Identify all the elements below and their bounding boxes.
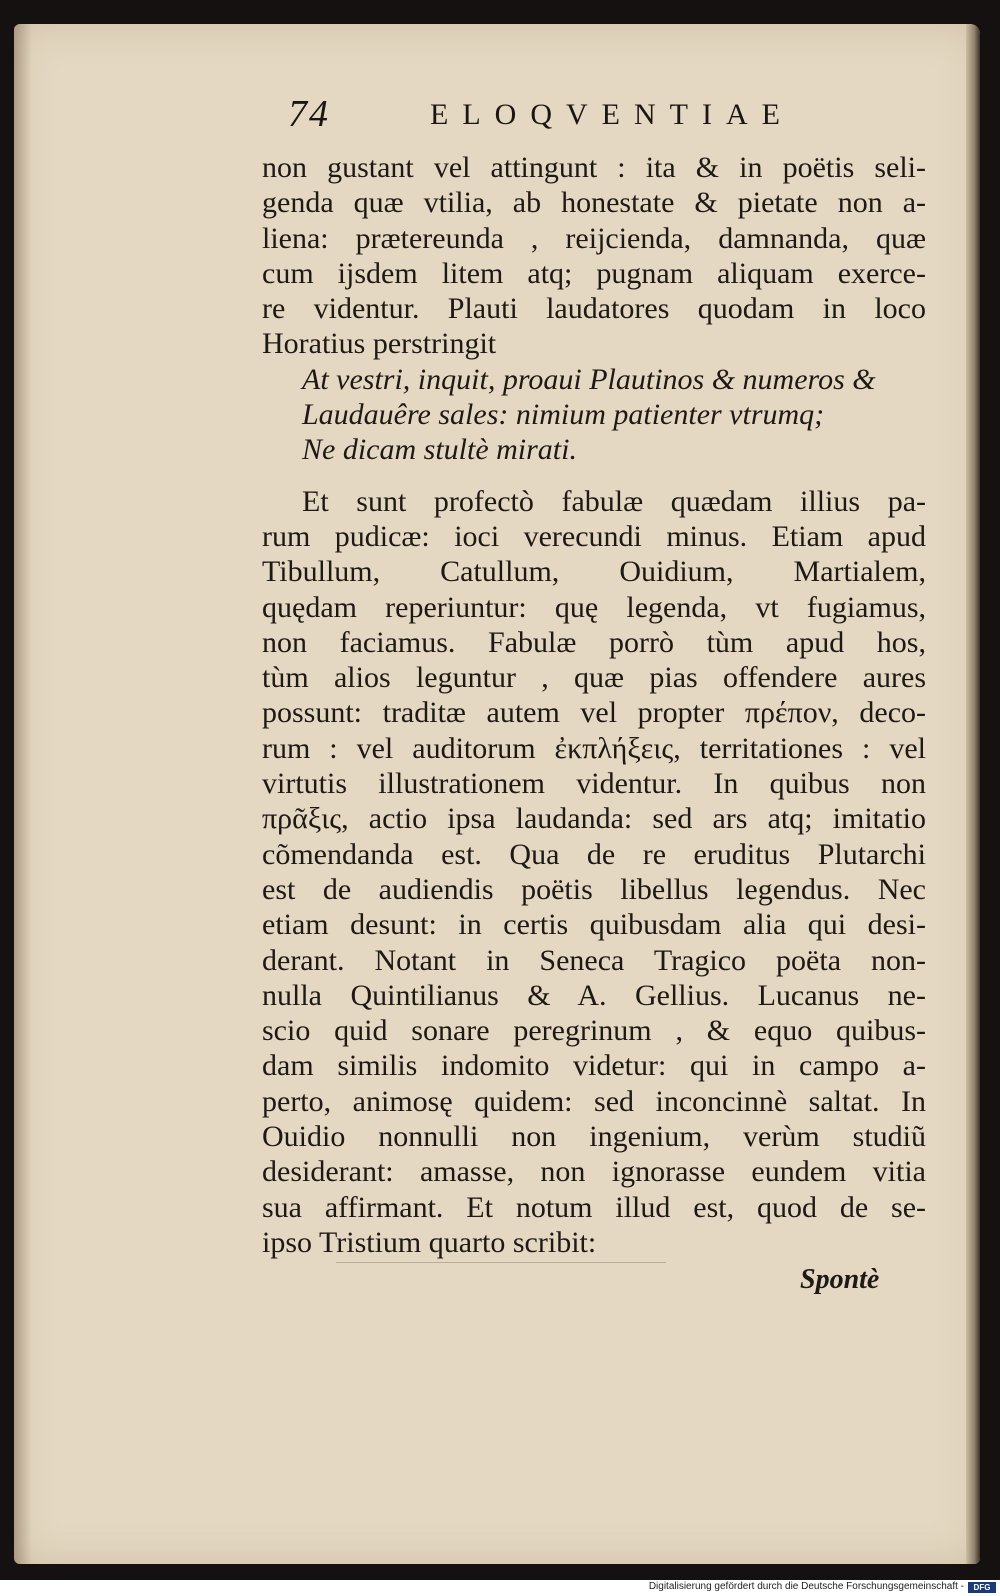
text-line: re videntur. Plauti laudatores quodam in loco	[262, 292, 926, 326]
text-line: derant. Notant in Seneca Tragico poëta non-	[262, 943, 926, 977]
text-line: cõmendanda est. Qua de re eruditus Plutarchi	[262, 837, 926, 871]
text-line: liena: prætereunda , reijcienda, damnanda, quæ	[262, 221, 926, 255]
text-line: etiam desunt: in certis quibusdam alia qui desi-	[262, 908, 926, 942]
text-line: perto, animosę quidem: sed inconcinnè saltat. In	[262, 1084, 926, 1118]
text-line: non faciamus. Fabulæ porrò tùm apud hos,	[262, 625, 926, 659]
text-line: rum : vel auditorum ἐκπλήξεις, territationes : vel	[262, 731, 926, 765]
text-line: genda quæ vtilia, ab honestate & pietate non a-	[262, 186, 926, 220]
text-line: rum pudicæ: ioci verecundi minus. Etiam apud	[262, 519, 926, 553]
dfg-logo: DFG	[968, 1582, 996, 1593]
verse-line: At vestri, inquit, proaui Plautinos & numeros &	[302, 362, 876, 396]
page-number: 74	[288, 93, 330, 135]
text-line: tùm alios leguntur , quæ pias offendere aures	[262, 661, 926, 695]
page-edge	[966, 24, 980, 1564]
text-line: πρᾶξις, actio ipsa laudanda: sed ars atq; imitatio	[262, 802, 926, 836]
page-gutter-shadow	[14, 24, 32, 1564]
faint-rule	[336, 1262, 666, 1263]
text-line: nulla Quintilianus & A. Gellius. Lucanus ne-	[262, 978, 926, 1012]
footer-bar	[0, 1580, 1000, 1596]
page-header	[288, 92, 808, 138]
text-line: est de audiendis poëtis libellus legendus. Nec	[262, 872, 926, 906]
text-line: ipso Tristium quarto scribit:	[262, 1225, 597, 1259]
text-line: possunt: traditæ autem vel propter πρέπον, deco-	[262, 696, 926, 730]
text-line: Ouidio nonnulli non ingenium, verùm studiũ	[262, 1120, 926, 1154]
text-line: scio quid sonare peregrinum , & equo quibus-	[262, 1014, 926, 1048]
page-body	[262, 150, 926, 1260]
text-line: quędam reperiuntur: quę legenda, vt fugiamus,	[262, 590, 926, 624]
verse-line: Ne dicam stultè mirati.	[302, 433, 577, 467]
paragraph	[262, 484, 926, 1261]
text-line: Tibullum, Catullum, Ouidium, Martialem,	[262, 555, 926, 589]
catchword: Spontè	[800, 1264, 880, 1295]
text-line: cum ijsdem litem atq; pugnam aliquam exerce-	[262, 256, 926, 290]
funding-credit: Digitalisierung gefördert durch die Deutsche Forschungsgemeinschaft -	[648, 1581, 964, 1592]
text-line: non gustant vel attingunt : ita & in poëtis seli-	[262, 151, 926, 184]
text-line: desiderant: amasse, non ignorasse eundem vitia	[262, 1155, 926, 1189]
text-line: Horatius perstringit	[262, 327, 497, 361]
running-title: ELOQVENTIAE	[430, 98, 794, 131]
text-line: sua affirmant. Et notum illud est, quod de se-	[262, 1190, 926, 1224]
text-line: dam similis indomito videtur: qui in campo a-	[262, 1049, 926, 1083]
verse-line: Laudauêre sales: nimium patienter vtrumq;	[302, 398, 825, 432]
text-line: virtutis illustrationem videntur. In quibus non	[262, 767, 926, 801]
text-line: Et sunt profectò fabulæ quædam illius pa-	[302, 484, 926, 518]
